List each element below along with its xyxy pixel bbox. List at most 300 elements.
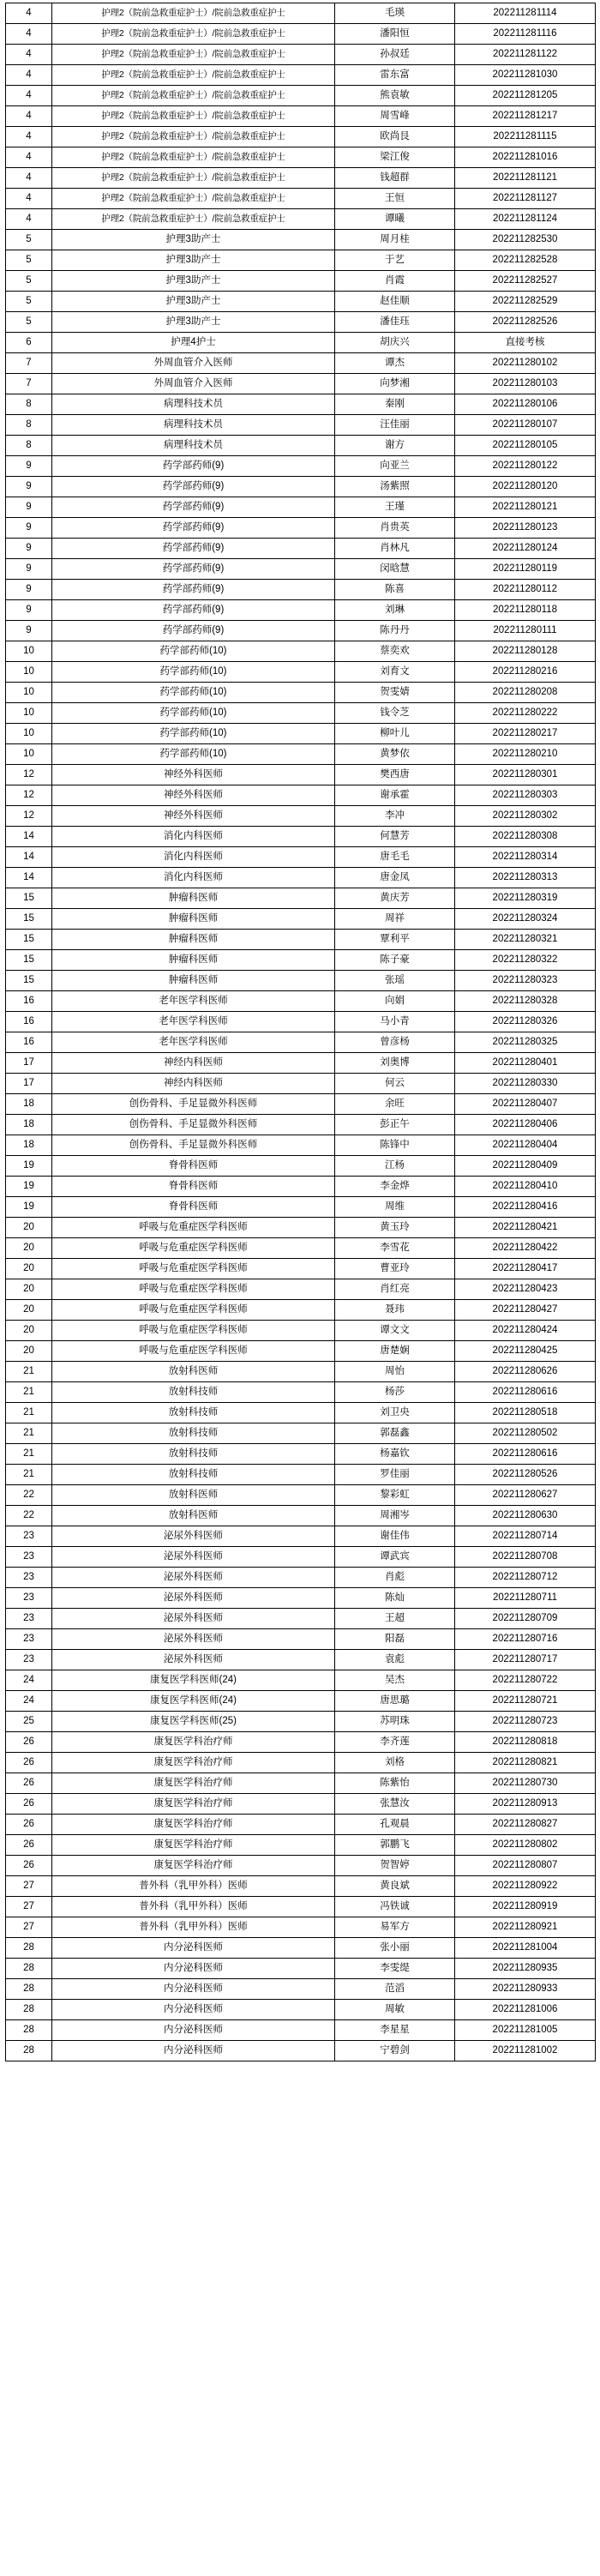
table-row	[6, 1012, 596, 1032]
row-candidate-name: 赵佳顺	[335, 292, 455, 312]
table-row	[6, 415, 596, 436]
row-candidate-name: 王超	[335, 1609, 455, 1629]
row-position: 病理科技术员	[52, 436, 335, 456]
row-position: 泌尿外科医师	[52, 1588, 335, 1609]
row-admission-number: 202211280325	[455, 1032, 596, 1053]
row-admission-number: 202211280723	[455, 1712, 596, 1732]
row-position: 药学部药师(10)	[52, 703, 335, 724]
table-row	[6, 1897, 596, 1917]
row-admission-number: 202211280827	[455, 1815, 596, 1835]
row-position: 普外科（乳甲外科）医师	[52, 1897, 335, 1917]
row-admission-number: 202211280807	[455, 1856, 596, 1876]
row-position: 药学部药师(10)	[52, 724, 335, 744]
table-row	[6, 1465, 596, 1485]
row-position: 内分泌科医师	[52, 2041, 335, 2061]
row-index: 23	[6, 1609, 52, 1629]
table-row	[6, 1753, 596, 1773]
table-row	[6, 250, 596, 271]
row-index: 20	[6, 1238, 52, 1259]
table-row	[6, 827, 596, 847]
row-position: 创伤骨科、手足显微外科医师	[52, 1115, 335, 1135]
table-row	[6, 333, 596, 353]
row-index: 21	[6, 1423, 52, 1444]
row-position: 康复医学科治疗师	[52, 1815, 335, 1835]
table-row	[6, 271, 596, 292]
row-index: 4	[6, 106, 52, 127]
table-row	[6, 374, 596, 394]
table-row	[6, 1135, 596, 1156]
row-candidate-name: 周维	[335, 1197, 455, 1218]
row-index: 19	[6, 1156, 52, 1177]
row-position: 泌尿外科医师	[52, 1629, 335, 1650]
row-position: 护理3助产士	[52, 250, 335, 271]
table-row	[6, 1815, 596, 1835]
row-candidate-name: 曾彦杨	[335, 1032, 455, 1053]
row-position: 护理2（院前急救重症护士）/院前急救重症护士	[52, 106, 335, 127]
row-position: 呼吸与危重症医学科医师	[52, 1259, 335, 1279]
row-position: 脊骨科医师	[52, 1156, 335, 1177]
row-index: 27	[6, 1897, 52, 1917]
row-admission-number: 202211280416	[455, 1197, 596, 1218]
row-admission-number: 202211280105	[455, 436, 596, 456]
row-admission-number: 202211280124	[455, 539, 596, 559]
row-admission-number: 202211280328	[455, 991, 596, 1012]
row-admission-number: 202211280424	[455, 1321, 596, 1341]
row-candidate-name: 刘奥博	[335, 1053, 455, 1074]
row-position: 护理2（院前急救重症护士）/院前急救重症护士	[52, 147, 335, 168]
row-admission-number: 202211280121	[455, 497, 596, 518]
row-candidate-name: 周月桂	[335, 230, 455, 250]
row-admission-number: 202211280303	[455, 785, 596, 806]
row-index: 15	[6, 950, 52, 971]
row-position: 药学部药师(9)	[52, 456, 335, 477]
row-position: 护理2（院前急救重症护士）/院前急救重症护士	[52, 65, 335, 86]
table-row	[6, 1321, 596, 1341]
row-admission-number: 202211280423	[455, 1279, 596, 1300]
row-admission-number: 202211280111	[455, 621, 596, 641]
row-index: 23	[6, 1526, 52, 1547]
table-row	[6, 1691, 596, 1712]
row-admission-number: 202211280103	[455, 374, 596, 394]
row-candidate-name: 陈灿	[335, 1588, 455, 1609]
row-position: 神经内科医师	[52, 1074, 335, 1094]
row-admission-number: 202211281217	[455, 106, 596, 127]
row-position: 呼吸与危重症医学科医师	[52, 1279, 335, 1300]
table-row	[6, 950, 596, 971]
row-candidate-name: 熊袁敏	[335, 86, 455, 106]
row-admission-number: 202211280308	[455, 827, 596, 847]
row-index: 21	[6, 1362, 52, 1382]
row-admission-number: 202211280321	[455, 930, 596, 950]
row-admission-number: 202211280122	[455, 456, 596, 477]
row-candidate-name: 周湘岑	[335, 1506, 455, 1526]
table-row	[6, 1341, 596, 1362]
table-row	[6, 1568, 596, 1588]
table-row	[6, 1444, 596, 1465]
row-position: 病理科技术员	[52, 415, 335, 436]
table-row	[6, 847, 596, 868]
row-position: 泌尿外科医师	[52, 1650, 335, 1670]
row-candidate-name: 范滔	[335, 1979, 455, 2000]
table-row	[6, 724, 596, 744]
row-candidate-name: 吴杰	[335, 1670, 455, 1691]
row-candidate-name: 罗佳丽	[335, 1465, 455, 1485]
row-position: 外周血管介入医师	[52, 353, 335, 374]
row-candidate-name: 刘格	[335, 1753, 455, 1773]
row-admission-number: 202211282527	[455, 271, 596, 292]
row-position: 护理2（院前急救重症护士）/院前急救重症护士	[52, 168, 335, 189]
table-row	[6, 1794, 596, 1815]
row-candidate-name: 郭鹏飞	[335, 1835, 455, 1856]
row-admission-number: 202211280118	[455, 600, 596, 621]
table-row	[6, 1423, 596, 1444]
row-index: 10	[6, 683, 52, 703]
table-row	[6, 539, 596, 559]
row-index: 23	[6, 1568, 52, 1588]
table-row	[6, 1856, 596, 1876]
row-index: 9	[6, 539, 52, 559]
row-admission-number: 202211281121	[455, 168, 596, 189]
row-index: 20	[6, 1279, 52, 1300]
table-row	[6, 1506, 596, 1526]
row-admission-number: 202211280616	[455, 1382, 596, 1403]
row-candidate-name: 马小青	[335, 1012, 455, 1032]
row-index: 10	[6, 703, 52, 724]
table-row	[6, 1876, 596, 1897]
row-position: 药学部药师(9)	[52, 559, 335, 580]
table-row	[6, 1670, 596, 1691]
table-row	[6, 168, 596, 189]
row-admission-number: 202211280502	[455, 1423, 596, 1444]
row-position: 呼吸与危重症医学科医师	[52, 1238, 335, 1259]
row-position: 康复医学科医师(25)	[52, 1712, 335, 1732]
row-position: 护理3助产士	[52, 271, 335, 292]
row-admission-number: 202211280919	[455, 1897, 596, 1917]
row-index: 9	[6, 477, 52, 497]
row-position: 护理2（院前急救重症护士）/院前急救重症护士	[52, 86, 335, 106]
table-row	[6, 147, 596, 168]
row-position: 护理2（院前急救重症护士）/院前急救重症护士	[52, 189, 335, 209]
row-candidate-name: 谢承霍	[335, 785, 455, 806]
row-position: 药学部药师(9)	[52, 580, 335, 600]
row-index: 9	[6, 497, 52, 518]
row-admission-number: 202211280324	[455, 909, 596, 930]
table-row	[6, 662, 596, 683]
row-admission-number: 202211281127	[455, 189, 596, 209]
row-index: 12	[6, 785, 52, 806]
row-candidate-name: 谢方	[335, 436, 455, 456]
row-admission-number: 202211280711	[455, 1588, 596, 1609]
row-candidate-name: 黄庆芳	[335, 888, 455, 909]
row-position: 护理2（院前急救重症护士）/院前急救重症护士	[52, 209, 335, 230]
row-candidate-name: 唐金凤	[335, 868, 455, 888]
row-index: 23	[6, 1547, 52, 1568]
row-position: 放射科技师	[52, 1444, 335, 1465]
row-position: 呼吸与危重症医学科医师	[52, 1321, 335, 1341]
table-row	[6, 1959, 596, 1979]
row-candidate-name: 向亚兰	[335, 456, 455, 477]
row-position: 药学部药师(10)	[52, 662, 335, 683]
row-candidate-name: 周祥	[335, 909, 455, 930]
table-row	[6, 86, 596, 106]
table-row	[6, 1053, 596, 1074]
row-admission-number: 202211280216	[455, 662, 596, 683]
row-candidate-name: 李星星	[335, 2020, 455, 2041]
row-admission-number: 202211280302	[455, 806, 596, 827]
row-candidate-name: 蔡奕欢	[335, 641, 455, 662]
row-position: 泌尿外科医师	[52, 1568, 335, 1588]
row-admission-number: 202211280410	[455, 1177, 596, 1197]
row-index: 4	[6, 86, 52, 106]
row-candidate-name: 何慧芳	[335, 827, 455, 847]
row-admission-number: 202211280921	[455, 1917, 596, 1938]
row-index: 12	[6, 806, 52, 827]
table-row	[6, 1979, 596, 2000]
row-position: 护理2（院前急救重症护士）/院前急救重症护士	[52, 3, 335, 24]
row-admission-number: 直接考核	[455, 333, 596, 353]
row-admission-number: 202211280107	[455, 415, 596, 436]
row-admission-number: 202211281004	[455, 1938, 596, 1959]
table-row	[6, 106, 596, 127]
row-index: 23	[6, 1629, 52, 1650]
row-index: 24	[6, 1670, 52, 1691]
row-admission-number: 202211280322	[455, 950, 596, 971]
row-position: 呼吸与危重症医学科医师	[52, 1218, 335, 1238]
row-candidate-name: 陈紫怡	[335, 1773, 455, 1794]
row-position: 康复医学科医师(24)	[52, 1691, 335, 1712]
row-position: 泌尿外科医师	[52, 1526, 335, 1547]
row-candidate-name: 胡庆兴	[335, 333, 455, 353]
row-admission-number: 202211280210	[455, 744, 596, 765]
row-admission-number: 202211282530	[455, 230, 596, 250]
table-row	[6, 703, 596, 724]
row-admission-number: 202211280406	[455, 1115, 596, 1135]
table-row	[6, 189, 596, 209]
row-candidate-name: 向娟	[335, 991, 455, 1012]
row-admission-number: 202211280913	[455, 1794, 596, 1815]
row-admission-number: 202211280119	[455, 559, 596, 580]
row-position: 消化内科医师	[52, 847, 335, 868]
row-admission-number: 202211280630	[455, 1506, 596, 1526]
table-row	[6, 209, 596, 230]
row-admission-number: 202211280425	[455, 1341, 596, 1362]
row-index: 28	[6, 2041, 52, 2061]
row-index: 4	[6, 127, 52, 147]
row-candidate-name: 彭正午	[335, 1115, 455, 1135]
row-admission-number: 202211281030	[455, 65, 596, 86]
table-row	[6, 292, 596, 312]
row-admission-number: 202211281205	[455, 86, 596, 106]
row-position: 普外科（乳甲外科）医师	[52, 1917, 335, 1938]
row-position: 内分泌科医师	[52, 1979, 335, 2000]
row-admission-number: 202211280421	[455, 1218, 596, 1238]
row-position: 泌尿外科医师	[52, 1609, 335, 1629]
row-admission-number: 202211280208	[455, 683, 596, 703]
row-candidate-name: 李金烨	[335, 1177, 455, 1197]
row-admission-number: 202211280526	[455, 1465, 596, 1485]
row-admission-number: 202211280708	[455, 1547, 596, 1568]
row-position: 康复医学科治疗师	[52, 1753, 335, 1773]
row-candidate-name: 李雯缇	[335, 1959, 455, 1979]
row-candidate-name: 贺雯婧	[335, 683, 455, 703]
row-position: 康复医学科医师(24)	[52, 1670, 335, 1691]
row-admission-number: 202211280821	[455, 1753, 596, 1773]
roster-table	[5, 3, 596, 2061]
row-admission-number: 202211280404	[455, 1135, 596, 1156]
row-admission-number: 202211280417	[455, 1259, 596, 1279]
row-index: 26	[6, 1732, 52, 1753]
row-admission-number: 202211280112	[455, 580, 596, 600]
row-admission-number: 202211282526	[455, 312, 596, 333]
row-candidate-name: 肖贵英	[335, 518, 455, 539]
table-row	[6, 1773, 596, 1794]
table-row	[6, 1177, 596, 1197]
row-admission-number: 202211280128	[455, 641, 596, 662]
row-position: 消化内科医师	[52, 868, 335, 888]
row-index: 5	[6, 250, 52, 271]
row-admission-number: 202211281122	[455, 45, 596, 65]
row-candidate-name: 阳磊	[335, 1629, 455, 1650]
row-index: 16	[6, 1012, 52, 1032]
row-candidate-name: 孔观晨	[335, 1815, 455, 1835]
table-row	[6, 1917, 596, 1938]
row-position: 康复医学科治疗师	[52, 1773, 335, 1794]
row-admission-number: 202211280616	[455, 1444, 596, 1465]
row-index: 25	[6, 1712, 52, 1732]
row-candidate-name: 周敏	[335, 2000, 455, 2020]
table-row	[6, 1526, 596, 1547]
row-admission-number: 202211280222	[455, 703, 596, 724]
table-row	[6, 683, 596, 703]
table-row	[6, 1629, 596, 1650]
table-row	[6, 1259, 596, 1279]
row-index: 4	[6, 147, 52, 168]
table-row	[6, 353, 596, 374]
row-admission-number: 202211280714	[455, 1526, 596, 1547]
table-row	[6, 600, 596, 621]
row-admission-number: 202211280721	[455, 1691, 596, 1712]
row-index: 9	[6, 621, 52, 641]
row-index: 23	[6, 1588, 52, 1609]
row-admission-number: 202211280818	[455, 1732, 596, 1753]
row-candidate-name: 唐思璐	[335, 1691, 455, 1712]
table-row	[6, 1938, 596, 1959]
row-index: 28	[6, 2020, 52, 2041]
row-index: 26	[6, 1773, 52, 1794]
row-admission-number: 202211280102	[455, 353, 596, 374]
row-index: 26	[6, 1835, 52, 1856]
row-admission-number: 202211281116	[455, 24, 596, 45]
row-index: 27	[6, 1876, 52, 1897]
row-admission-number: 202211280407	[455, 1094, 596, 1115]
row-candidate-name: 柳叶儿	[335, 724, 455, 744]
row-position: 创伤骨科、手足显微外科医师	[52, 1135, 335, 1156]
row-admission-number: 202211280427	[455, 1300, 596, 1321]
table-row	[6, 24, 596, 45]
row-candidate-name: 黎彩虹	[335, 1485, 455, 1506]
table-row	[6, 2020, 596, 2041]
row-candidate-name: 肖彪	[335, 1568, 455, 1588]
table-row	[6, 1588, 596, 1609]
table-row	[6, 2041, 596, 2061]
table-row	[6, 806, 596, 827]
table-row	[6, 641, 596, 662]
row-position: 放射科医师	[52, 1485, 335, 1506]
row-position: 药学部药师(9)	[52, 477, 335, 497]
table-row	[6, 1074, 596, 1094]
row-candidate-name: 肖林凡	[335, 539, 455, 559]
row-position: 神经外科医师	[52, 785, 335, 806]
row-index: 15	[6, 971, 52, 991]
row-position: 护理3助产士	[52, 230, 335, 250]
row-admission-number: 202211280301	[455, 765, 596, 785]
row-position: 呼吸与危重症医学科医师	[52, 1300, 335, 1321]
row-candidate-name: 黄梦依	[335, 744, 455, 765]
row-index: 4	[6, 24, 52, 45]
row-candidate-name: 雷东富	[335, 65, 455, 86]
row-candidate-name: 黄玉玲	[335, 1218, 455, 1238]
row-admission-number: 202211280716	[455, 1629, 596, 1650]
row-index: 4	[6, 45, 52, 65]
table-row	[6, 1218, 596, 1238]
row-candidate-name: 袁彪	[335, 1650, 455, 1670]
row-index: 18	[6, 1094, 52, 1115]
row-candidate-name: 汤紫照	[335, 477, 455, 497]
table-row	[6, 2000, 596, 2020]
row-position: 消化内科医师	[52, 827, 335, 847]
row-admission-number: 202211282528	[455, 250, 596, 271]
row-candidate-name: 欧尚艮	[335, 127, 455, 147]
row-index: 21	[6, 1444, 52, 1465]
row-candidate-name: 梁江俊	[335, 147, 455, 168]
row-index: 28	[6, 1938, 52, 1959]
row-admission-number: 202211280922	[455, 1876, 596, 1897]
row-admission-number: 202211280217	[455, 724, 596, 744]
row-candidate-name: 谭杰	[335, 353, 455, 374]
table-row	[6, 1485, 596, 1506]
row-position: 放射科技师	[52, 1403, 335, 1423]
row-admission-number: 202211280123	[455, 518, 596, 539]
table-row	[6, 3, 596, 24]
row-candidate-name: 易军方	[335, 1917, 455, 1938]
row-admission-number: 202211280709	[455, 1609, 596, 1629]
row-admission-number: 202211280935	[455, 1959, 596, 1979]
row-admission-number: 202211282529	[455, 292, 596, 312]
row-index: 20	[6, 1218, 52, 1238]
table-row	[6, 45, 596, 65]
row-index: 10	[6, 744, 52, 765]
row-position: 呼吸与危重症医学科医师	[52, 1341, 335, 1362]
row-position: 外周血管介入医师	[52, 374, 335, 394]
row-index: 4	[6, 65, 52, 86]
row-index: 26	[6, 1856, 52, 1876]
table-row	[6, 1547, 596, 1568]
row-candidate-name: 张瑶	[335, 971, 455, 991]
row-index: 4	[6, 209, 52, 230]
row-candidate-name: 汪佳丽	[335, 415, 455, 436]
row-index: 27	[6, 1917, 52, 1938]
row-index: 19	[6, 1177, 52, 1197]
row-index: 8	[6, 415, 52, 436]
row-candidate-name: 肖霞	[335, 271, 455, 292]
row-candidate-name: 张小丽	[335, 1938, 455, 1959]
row-index: 5	[6, 312, 52, 333]
row-index: 19	[6, 1197, 52, 1218]
row-position: 药学部药师(9)	[52, 600, 335, 621]
table-row	[6, 1382, 596, 1403]
row-index: 21	[6, 1403, 52, 1423]
row-candidate-name: 唐楚娴	[335, 1341, 455, 1362]
